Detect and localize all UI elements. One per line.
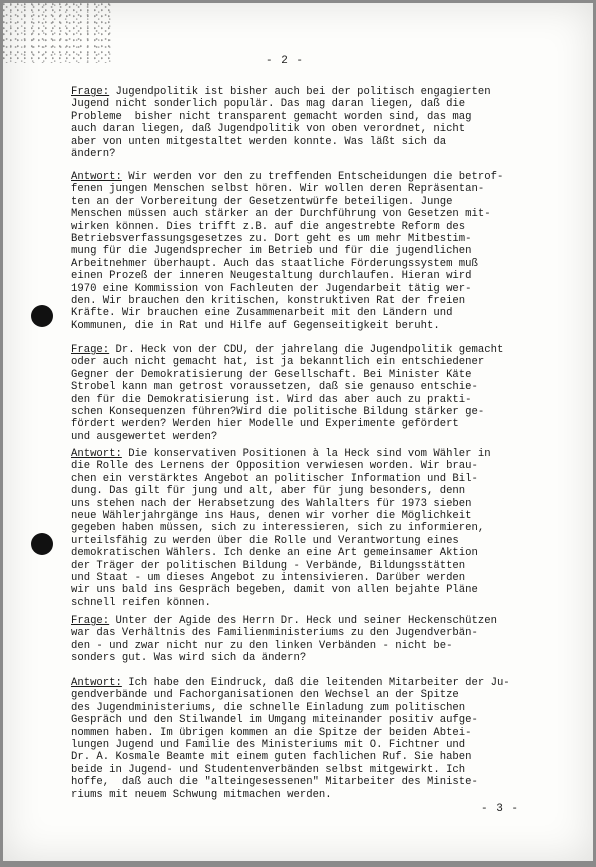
answer-block-1	[71, 171, 559, 332]
text-line: auch daran liegen, daß Jugendpolitik von oben verordnet, nicht	[71, 123, 466, 136]
text-line: Betriebsverfassungsgesetzes zu. Dort geht es um mehr Mitbestim-	[71, 233, 472, 246]
punch-hole-upper	[31, 305, 53, 327]
text-line: einen Prozeß der inneren Neugestaltung durchlaufen. Hieran wird	[71, 270, 472, 283]
text-line: wir uns bald ins Gespräch begeben, damit von allen bejahte Pläne	[71, 584, 478, 597]
text-line: schnell reifen können.	[71, 596, 211, 609]
text-line: wirken können. Dies trifft z.B. auf die angestrebte Reform des	[71, 220, 466, 233]
text-line: ten an der Vorbereitung der Gesetzentwürfe beteiligen. Junge	[71, 195, 453, 208]
text-line: beide in Jugend- und Studentenverbänden selbst mitgewirkt. Ich	[71, 763, 466, 776]
text-line: Frage: Unter der Ägide des Herrn Dr. Heck und seiner Heckenschützen	[71, 615, 497, 627]
text-line: Menschen müssen auch stärker an der Durchführung von Gesetzen mit-	[71, 208, 491, 221]
text-line: gendverbände und Fachorganisationen den Wechsel an der Spitze	[71, 689, 459, 702]
question-label: Frage:	[71, 86, 110, 98]
text-line: Frage: Jugendpolitik ist bisher auch bei der politisch engagierten	[71, 86, 491, 98]
text-line: 1970 eine Kommission von Fachleuten der Jugendarbeit tätig wer-	[71, 282, 472, 295]
text-line: Antwort: Ich habe den Eindruck, daß die leitenden Mitarbeiter der Ju-	[71, 677, 510, 689]
text-line: die Rolle des Lernens der Opposition verwiesen worden. Wir brau-	[71, 460, 478, 473]
text-line: lungen Jugend und Familie des Ministeriums mit O. Fichtner und	[71, 739, 466, 752]
text-line: neue Wählerjahrgänge ins Haus, denen wir vorher die Möglichkeit	[71, 510, 472, 523]
text-line: ändern?	[71, 148, 116, 161]
text-line: Kräfte. Wir brauchen eine Zusammenarbeit mit den Ländern und	[71, 307, 453, 320]
text-line: Gespräch und den Stilwandel im Umgang miteinander positiv aufge-	[71, 714, 478, 727]
text-line: Kommunen, die in Rat und Hilfe auf Gegenseitigkeit beruht.	[71, 319, 440, 332]
question-block-3	[71, 615, 559, 665]
text-line: den für die Demokratisierung ist. Wird das aber auch zu prakti-	[71, 393, 472, 406]
question-label: Frage:	[71, 615, 110, 627]
text-line: Jugend nicht sonderlich populär. Das mag daran liegen, daß die	[71, 98, 466, 111]
answer-block-3	[71, 677, 559, 801]
text-line: fördert werden? Werden hier Modelle und Experimente gefördert	[71, 418, 459, 431]
text-line: nommen haben. Im übrigen kommen an die Spitze der beiden Abtei-	[71, 726, 472, 739]
text-line: uns stehen nach der Herabsetzung des Wahlalters für 1973 sieben	[71, 497, 472, 510]
answer-label: Antwort:	[71, 677, 122, 689]
text-line: Arbeitnehmer überhaupt. Auch das staatliche Förderungssystem muß	[71, 257, 478, 270]
text-line: Antwort: Wir werden vor den zu treffenden Entscheidungen die betrof-	[71, 171, 504, 183]
next-page-marker: - 3 -	[481, 803, 520, 815]
text-line: den. Wir brauchen den kritischen, konstruktiven Rat der freien	[71, 295, 466, 308]
text-line: Frage: Dr. Heck von der CDU, der jahrelang die Jugendpolitik gemacht	[71, 344, 504, 356]
document-page	[3, 3, 593, 861]
answer-label: Antwort:	[71, 448, 122, 460]
question-block-1	[71, 86, 559, 160]
punch-hole-lower	[31, 533, 53, 555]
text-line: chen ein verstärktes Angebot an politischer Information und Bil-	[71, 472, 478, 485]
text-line: den - und zwar nicht nur zu den linken Verbänden - nicht be-	[71, 639, 453, 652]
text-line: schen Konsequenzen führen?Wird die politische Bildung stärker ge-	[71, 406, 485, 419]
text-line: demokratischen Wählers. Ich denke an eine Art gemeinsamer Aktion	[71, 547, 478, 560]
text-line: der Träger der politischen Bildung - Verbände, Bildungsstätten	[71, 559, 466, 572]
answer-label: Antwort:	[71, 171, 122, 183]
answer-block-2	[71, 448, 559, 609]
question-block-2	[71, 344, 559, 443]
text-line: hoffe, daß auch die "alteingesessenen" Mitarbeiter des Ministe-	[71, 776, 478, 789]
text-line: Probleme bisher nicht transparent gemacht worden sind, das mag	[71, 110, 472, 123]
text-line: oder auch nicht gemacht hat, ist ja bekanntlich ein entschiedener	[71, 356, 485, 369]
text-line: Dr. A. Kosmale Beamte mit einem guten fachlichen Ruf. Sie haben	[71, 751, 472, 764]
text-line: riums mit neuem Schwung mitmachen werden.	[71, 788, 332, 801]
text-line: fenen jungen Menschen selbst hören. Wir wollen deren Repräsentan-	[71, 183, 485, 196]
text-line: Antwort: Die konservativen Positionen à la Heck sind vom Wähler in	[71, 448, 491, 460]
text-line: des Jugendministeriums, die schnelle Einladung zum politischen	[71, 701, 466, 714]
question-label: Frage:	[71, 344, 110, 356]
text-line: sonders gut. Was wird sich da ändern?	[71, 652, 307, 665]
text-line: Strobel kann man getrost voraussetzen, daß sie genauso entschie-	[71, 381, 478, 394]
text-line: Gegner der Demokratisierung der Gesellschaft. Bei Minister Käte	[71, 368, 472, 381]
text-line: dung. Das gilt für jung und alt, aber für jung besonders, denn	[71, 485, 466, 498]
text-line: war das Verhältnis des Familienministeriums zu den Jugendverbän-	[71, 627, 478, 640]
page-number: - 2 -	[266, 55, 305, 67]
text-line: urteilsfähig zu werden über die Rolle und Verantwortung eines	[71, 534, 459, 547]
text-line: mung für die Jugendsprecher im Betrieb und für die jugendlichen	[71, 245, 472, 258]
text-line: und Staat - um dieses Angebot zu intensivieren. Darüber werden	[71, 572, 466, 585]
text-line: aber von unten mitgestaltet werden konnte. Was läßt sich da	[71, 135, 447, 148]
scan-speckle	[3, 3, 113, 63]
text-line: gegeben haben müssen, sich zu interessieren, sich zu informieren,	[71, 522, 485, 535]
text-line: und ausgewertet werden?	[71, 430, 218, 443]
